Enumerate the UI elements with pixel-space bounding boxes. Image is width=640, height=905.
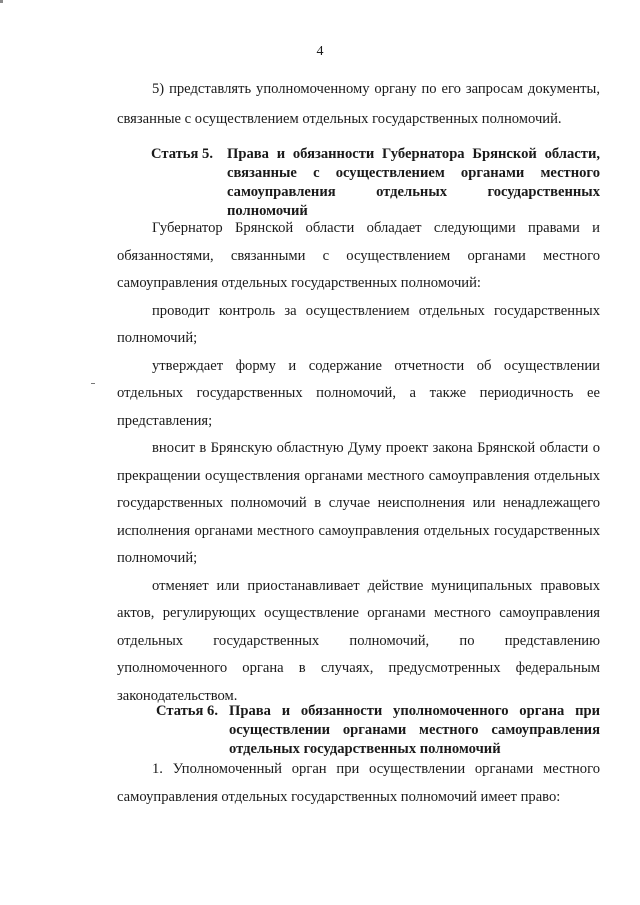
article-5-paragraph: Губернатор Брянской области обладает следующими правами и обязанностями, связанными с осуществлением органами местного самоуправления отдельных государственных полномочий: [117,220,600,291]
intro-section [117,74,600,134]
article-6-heading [156,702,600,759]
article-5-body [117,215,600,710]
article-5-title: Права и обязанности Губернатора Брянской области, связанные с осуществлением органами местного самоуправления отдельных государственных полномочий [227,146,600,219]
article-5-paragraph: утверждает форму и содержание отчетности об осуществлении отдельных государственных полномочий, а также периодичность ее представления; [117,357,600,429]
article-5-paragraph: вносит в Брянскую областную Думу проект закона Брянской области о прекращении осуществления органами местного самоуправления отдельных государственных полномочий в случае неисполнения или ненадлежащего исполнения органами местного самоуправления отдельных государственных полномочий; [117,440,600,566]
scan-artifact [0,0,3,3]
article-5-label: Статья 5. [151,146,213,162]
intro-paragraph: 5) представлять уполномоченному органу по его запросам документы, связанные с осуществлением отдельных государственных полномочий. [117,81,600,127]
article-6-title: Права и обязанности уполномоченного органа при осуществлении органами местного самоуправления отдельных государственных полномочий [229,703,600,757]
article-6-body [117,756,600,811]
article-6-paragraph: 1. Уполномоченный орган при осуществлении органами местного самоуправления отдельных государственных полномочий имеет право: [117,761,600,805]
article-5-paragraph: проводит контроль за осуществлением отдельных государственных полномочий; [117,302,600,346]
margin-mark [91,383,95,384]
page-number: 4 [316,44,324,59]
article-5-paragraph: отменяет или приостанавливает действие муниципальных правовых актов, регулирующих осуществление органами местного самоуправления отдельных государственных полномочий, по представлению уполномоченного органа в случаях, предусмотренных федеральным законодательством. [117,577,600,704]
article-5-heading [151,145,600,221]
article-6-label: Статья 6. [156,703,218,719]
